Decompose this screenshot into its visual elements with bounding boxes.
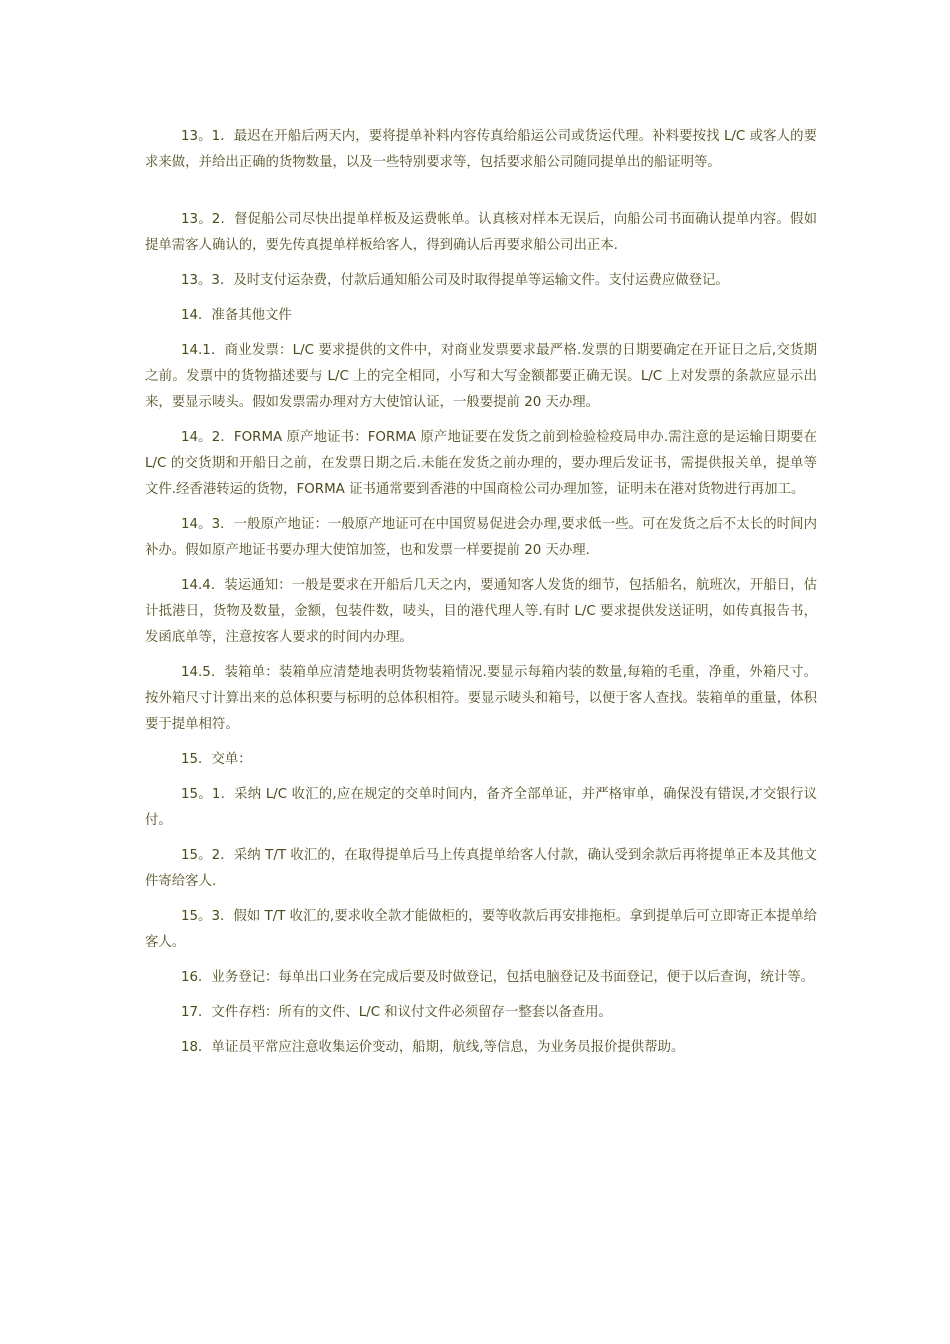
- paragraph-14-2: 14。2．FORMA 原产地证书：FORMA 原产地证要在发货之前到检验检疫局申办.需注意的是运输日期要在 L/C 的交货期和开船日之前，在发票日期之后.未能在发货之前办理的，要办理后发证书，需提供报关单，提单等文件.经香港转运的货物，FORMA 证书通常要到香港的中国商检公司办理加签，证明未在港对货物进行再加工。: [145, 430, 817, 497]
- paragraph-14-1: 14.1．商业发票：L/C 要求提供的文件中，对商业发票要求最严格.发票的日期要确定在开证日之后,交货期之前。发票中的货物描述要与 L/C 上的完全相同，小写和大写金额都要正确无误。L/C 上对发票的条款应显示出来，要显示唛头。假如发票需办理对方大使馆认证，一般要提前 20 天办理。: [145, 343, 817, 410]
- paragraph-13-1: 13。1．最迟在开船后两天内，要将提单补料内容传真给船运公司或货运代理。补料要按找 L/C 或客人的要求来做，并给出正确的货物数量，以及一些特别要求等，包括要求船公司随同提单出的船证明等。: [145, 129, 817, 170]
- document-body: [145, 124, 817, 1070]
- paragraph-16: 16．业务登记：每单出口业务在完成后要及时做登记，包括电脑登记及书面登记，便于以后查询，统计等。: [181, 970, 815, 985]
- paragraph-18: 18．单证员平常应注意收集运价变动，船期，航线,等信息，为业务员报价提供帮助。: [181, 1040, 685, 1055]
- heading-14: 14．准备其他文件: [181, 308, 292, 323]
- paragraph-14-5: 14.5．装箱单：装箱单应清楚地表明货物装箱情况.要显示每箱内装的数量,每箱的毛重，净重，外箱尺寸。按外箱尺寸计算出来的总体积要与标明的总体积相符。要显示唛头和箱号，以便于客人查找。装箱单的重量，体积要于提单相符。: [145, 665, 817, 732]
- paragraph-14-4: 14.4．装运通知：一般是要求在开船后几天之内，要通知客人发货的细节，包括船名，航班次，开船日，估计抵港日，货物及数量，金额，包装件数，唛头，目的港代理人等.有时 L/C 要求提供发送证明，如传真报告书，发函底单等，注意按客人要求的时间内办理。: [145, 578, 817, 645]
- paragraph-13-2: 13。2．督促船公司尽快出提单样板及运费帐单。认真核对样本无误后，向船公司书面确认提单内容。假如提单需客人确认的，要先传真提单样板给客人，得到确认后再要求船公司出正本.: [145, 212, 817, 253]
- paragraph-14-3: 14。3．一般原产地证：一般原产地证可在中国贸易促进会办理,要求低一些。可在发货之后不太长的时间内补办。假如原产地证书要办理大使馆加签，也和发票一样要提前 20 天办理.: [145, 517, 817, 558]
- paragraph-17: 17．文件存档：所有的文件、L/C 和议付文件必须留存一整套以备查用。: [181, 1005, 612, 1020]
- paragraph-15-2: 15。2．采纳 T/T 收汇的，在取得提单后马上传真提单给客人付款，确认受到余款后再将提单正本及其他文件寄给客人.: [145, 848, 817, 889]
- paragraph-15-1: 15。1．采纳 L/C 收汇的,应在规定的交单时间内，备齐全部单证，并严格审单，确保没有错误,才交银行议付。: [145, 787, 817, 828]
- paragraph-15-3: 15。3．假如 T/T 收汇的,要求收全款才能做柜的，要等收款后再安排拖柜。拿到提单后可立即寄正本提单给客人。: [145, 909, 817, 950]
- heading-15: 15．交单：: [181, 752, 252, 767]
- paragraph-13-3: 13。3．及时支付运杂费，付款后通知船公司及时取得提单等运输文件。支付运费应做登记。: [181, 273, 729, 288]
